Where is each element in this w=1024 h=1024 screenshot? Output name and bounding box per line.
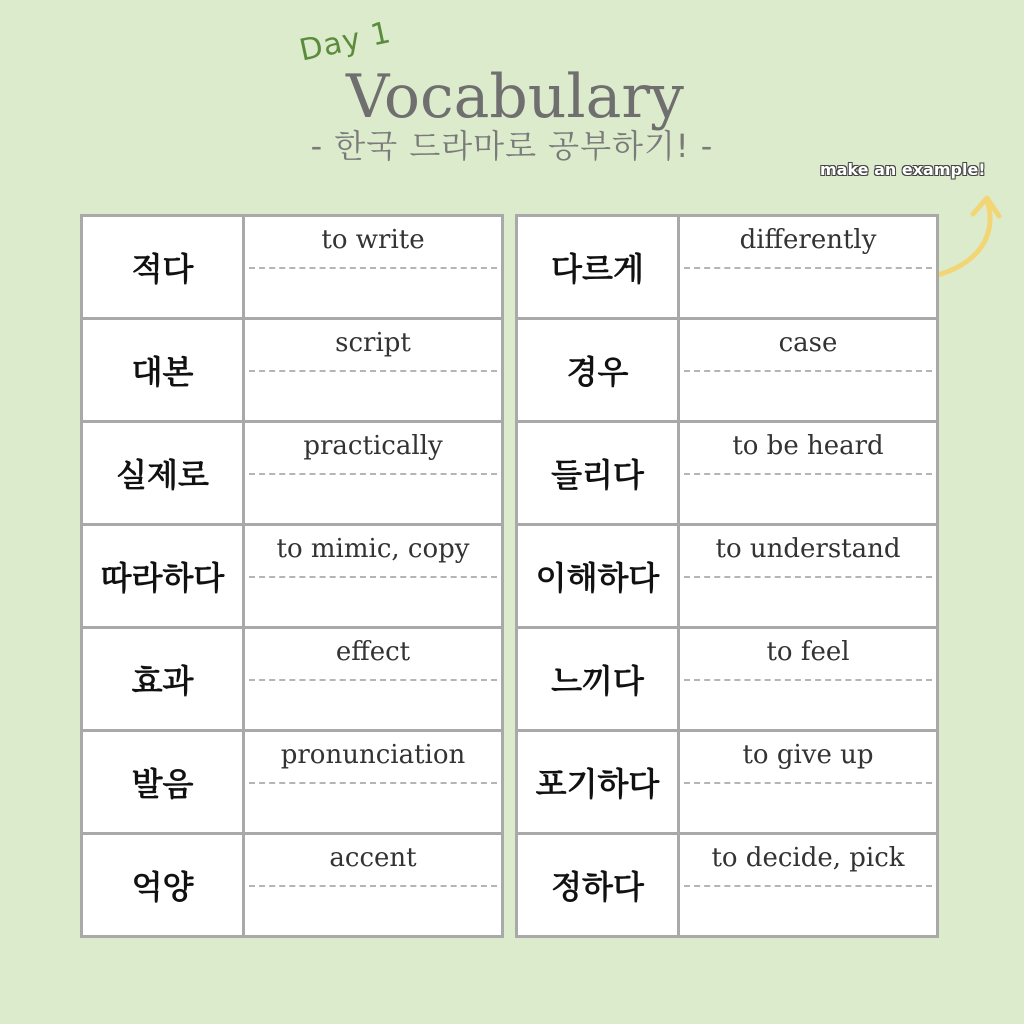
korean-word: 포기하다 (518, 732, 680, 832)
meaning-cell (680, 423, 936, 523)
meaning-cell (245, 835, 501, 935)
korean-word: 들리다 (518, 423, 680, 523)
vocab-row (83, 835, 501, 935)
korean-word: 대본 (83, 320, 245, 420)
meaning-cell (245, 629, 501, 729)
korean-word: 따라하다 (83, 526, 245, 626)
meaning-cell (680, 835, 936, 935)
english-meaning: to feel (766, 637, 850, 667)
dashed-line (249, 576, 497, 578)
meaning-cell (680, 217, 936, 317)
english-meaning: to write (321, 225, 425, 255)
dashed-line (249, 370, 497, 372)
meaning-cell (680, 732, 936, 832)
dashed-line (684, 679, 932, 681)
english-meaning: differently (739, 225, 877, 255)
english-meaning: to give up (742, 740, 874, 770)
dashed-line (684, 473, 932, 475)
vocab-row (518, 835, 936, 935)
korean-word: 억양 (83, 835, 245, 935)
vocab-row (83, 320, 501, 423)
vocab-row (83, 732, 501, 835)
english-meaning: accent (329, 843, 417, 873)
meaning-cell (680, 320, 936, 420)
vocab-row (518, 629, 936, 732)
dashed-line (249, 885, 497, 887)
vocab-row (83, 526, 501, 629)
english-meaning: case (778, 328, 838, 358)
english-meaning: to understand (715, 534, 901, 564)
dashed-line (684, 370, 932, 372)
english-meaning: effect (335, 637, 411, 667)
example-note: make an example! (820, 160, 986, 179)
vocab-row (518, 320, 936, 423)
meaning-cell (245, 320, 501, 420)
dashed-line (249, 782, 497, 784)
korean-word: 느끼다 (518, 629, 680, 729)
meaning-cell (680, 629, 936, 729)
vocab-row (518, 526, 936, 629)
english-meaning: to decide, pick (711, 843, 905, 873)
korean-word: 다르게 (518, 217, 680, 317)
vocab-table-left (80, 214, 504, 938)
meaning-cell (680, 526, 936, 626)
vocab-row (518, 732, 936, 835)
vocab-row (83, 629, 501, 732)
meaning-cell (245, 526, 501, 626)
korean-word: 실제로 (83, 423, 245, 523)
dashed-line (684, 782, 932, 784)
page-subtitle: - 한국 드라마로 공부하기! - (310, 127, 714, 165)
dashed-line (684, 576, 932, 578)
korean-word: 정하다 (518, 835, 680, 935)
dashed-line (249, 473, 497, 475)
vocab-row (83, 423, 501, 526)
header (0, 0, 1024, 200)
meaning-cell (245, 732, 501, 832)
english-meaning: practically (303, 431, 443, 461)
korean-word: 발음 (83, 732, 245, 832)
vocab-table-right (515, 214, 939, 938)
dashed-line (249, 267, 497, 269)
korean-word: 적다 (83, 217, 245, 317)
vocab-row (518, 423, 936, 526)
vocab-row (83, 217, 501, 320)
meaning-cell (245, 423, 501, 523)
korean-word: 경우 (518, 320, 680, 420)
korean-word: 효과 (83, 629, 245, 729)
meaning-cell (245, 217, 501, 317)
korean-word: 이해하다 (518, 526, 680, 626)
dashed-line (684, 267, 932, 269)
day-label: Day 1 (296, 15, 395, 69)
english-meaning: pronunciation (280, 740, 466, 770)
page-title: Vocabulary (346, 62, 684, 132)
english-meaning: to mimic, copy (276, 534, 470, 564)
dashed-line (249, 679, 497, 681)
vocab-row (518, 217, 936, 320)
english-meaning: to be heard (732, 431, 884, 461)
dashed-line (684, 885, 932, 887)
english-meaning: script (335, 328, 411, 358)
